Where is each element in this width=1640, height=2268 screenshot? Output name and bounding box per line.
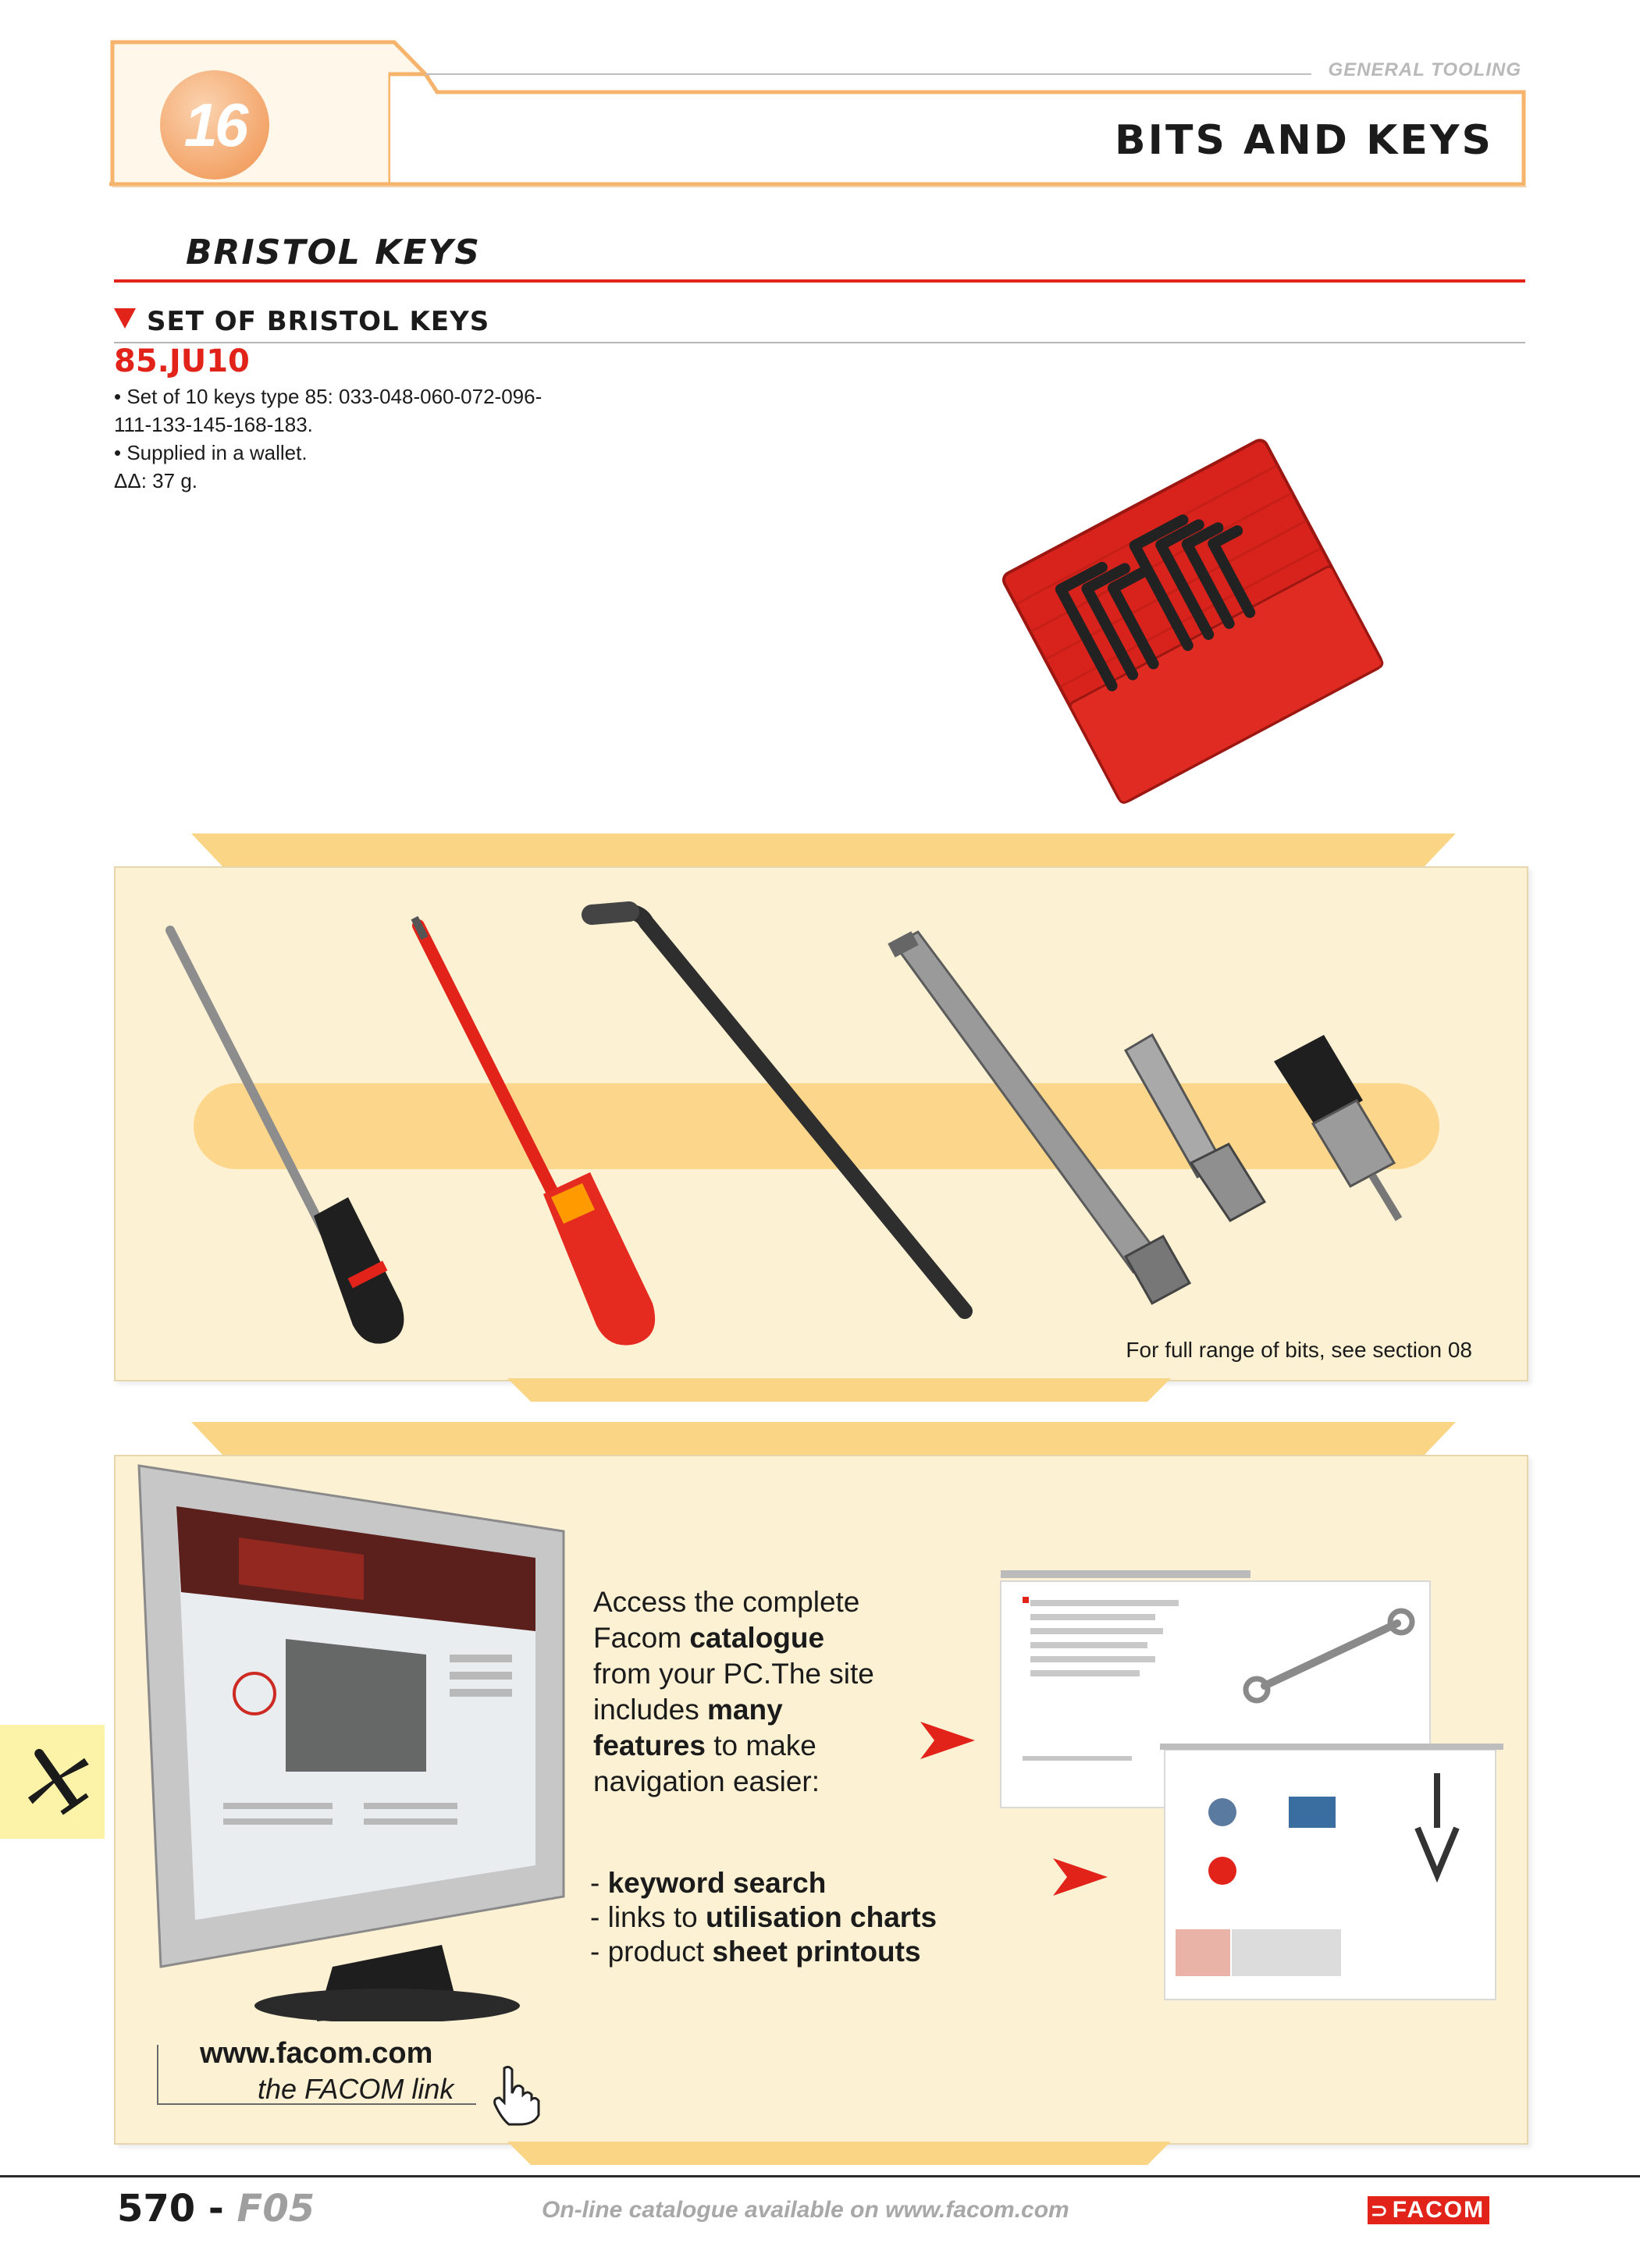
description-line: • Set of 10 keys type 85: 033-048-060-072-096- xyxy=(114,385,543,408)
hand-cursor-icon xyxy=(489,2064,543,2126)
page-number xyxy=(117,2187,315,2231)
intro-line: Access the complete xyxy=(593,1586,860,1618)
product-description xyxy=(114,382,542,495)
product-code: 85.JU10 xyxy=(114,343,250,379)
insulated-screwdriver-icon xyxy=(414,918,655,1346)
footer-note: On-line catalogue available on www.facom.com xyxy=(542,2197,1069,2223)
link-bracket xyxy=(155,2045,482,2107)
intro-emphasis: features xyxy=(593,1729,706,1761)
bits-panel-top-tab xyxy=(191,834,1456,868)
intro-line: includes xyxy=(593,1694,708,1726)
feature-dash: - xyxy=(590,1936,608,1968)
intro-line: to make xyxy=(705,1729,816,1761)
product-heading xyxy=(114,306,489,337)
web-panel-top-tab xyxy=(191,1422,1456,1456)
header-frame xyxy=(109,31,1530,187)
website-link-caption: the FACOM link xyxy=(258,2073,454,2105)
feature-label: keyword search xyxy=(607,1867,827,1899)
magnetic-bit-holder-icon xyxy=(1274,1035,1399,1219)
bits-illustrations xyxy=(114,866,1525,1378)
triangle-bullet-icon xyxy=(114,308,136,329)
aircraft-icon xyxy=(17,1739,95,1817)
feature-dash: - xyxy=(590,1867,608,1899)
feature-dash: - xyxy=(590,1901,608,1933)
description-line: • Supplied in a wallet. xyxy=(114,441,308,464)
monitor-image xyxy=(130,1459,567,2021)
screwdriver-icon xyxy=(170,930,404,1344)
logo-arrow-icon: ⊃ xyxy=(1371,2198,1388,2222)
description-line: 111-133-145-168-183. xyxy=(114,413,313,436)
product-family-title: BRISTOL KEYS xyxy=(186,233,481,272)
intro-line: navigation easier: xyxy=(593,1765,820,1797)
footer-divider xyxy=(0,2175,1640,2177)
intro-line: from your PC.The site xyxy=(593,1658,874,1690)
bits-panel-note: For full range of bits, see section 08 xyxy=(1126,1338,1472,1362)
utilisation-chart-thumbnail xyxy=(1160,1742,1503,2007)
description-line: ΔΔ: 37 g. xyxy=(114,469,198,492)
bit-holder-icon xyxy=(888,931,1190,1303)
title-divider xyxy=(114,279,1525,283)
intro-emphasis: catalogue xyxy=(689,1622,825,1654)
intro-line: Facom xyxy=(593,1622,690,1654)
bristol-key-icon xyxy=(592,912,965,1311)
feature-item xyxy=(590,1866,937,1900)
bristol-key-wallet-image xyxy=(984,437,1405,812)
section-number: 16 xyxy=(183,90,246,159)
arrow-right-icon xyxy=(917,1717,980,1764)
section-category: GENERAL TOOLING xyxy=(1328,59,1521,80)
web-intro-text xyxy=(593,1584,874,1800)
feature-label: sheet printouts xyxy=(712,1936,921,1968)
brand-logo xyxy=(1368,2196,1489,2224)
brand-name: FACOM xyxy=(1392,2197,1485,2223)
feature-list xyxy=(590,1866,937,1969)
website-url[interactable]: www.facom.com xyxy=(200,2037,433,2070)
bits-panel-bottom-tab xyxy=(507,1378,1171,1403)
page-title: BITS AND KEYS xyxy=(1115,117,1493,164)
heading-divider xyxy=(114,342,1525,343)
feature-item xyxy=(590,1935,937,1969)
feature-prefix-text: product xyxy=(607,1936,713,1968)
web-panel-bottom-tab xyxy=(507,2142,1171,2167)
feature-label: utilisation charts xyxy=(706,1901,937,1933)
section-number-badge xyxy=(160,70,269,180)
intro-emphasis: many xyxy=(707,1694,783,1726)
feature-item xyxy=(590,1900,937,1935)
page-number-value: 570 - xyxy=(117,2187,237,2231)
arrow-right-icon xyxy=(1050,1854,1112,1900)
page-code: F05 xyxy=(237,2187,315,2231)
flat-bit-icon xyxy=(1126,1035,1265,1221)
feature-prefix-text: links to xyxy=(607,1901,706,1933)
product-heading-text: SET OF BRISTOL KEYS xyxy=(147,306,490,337)
